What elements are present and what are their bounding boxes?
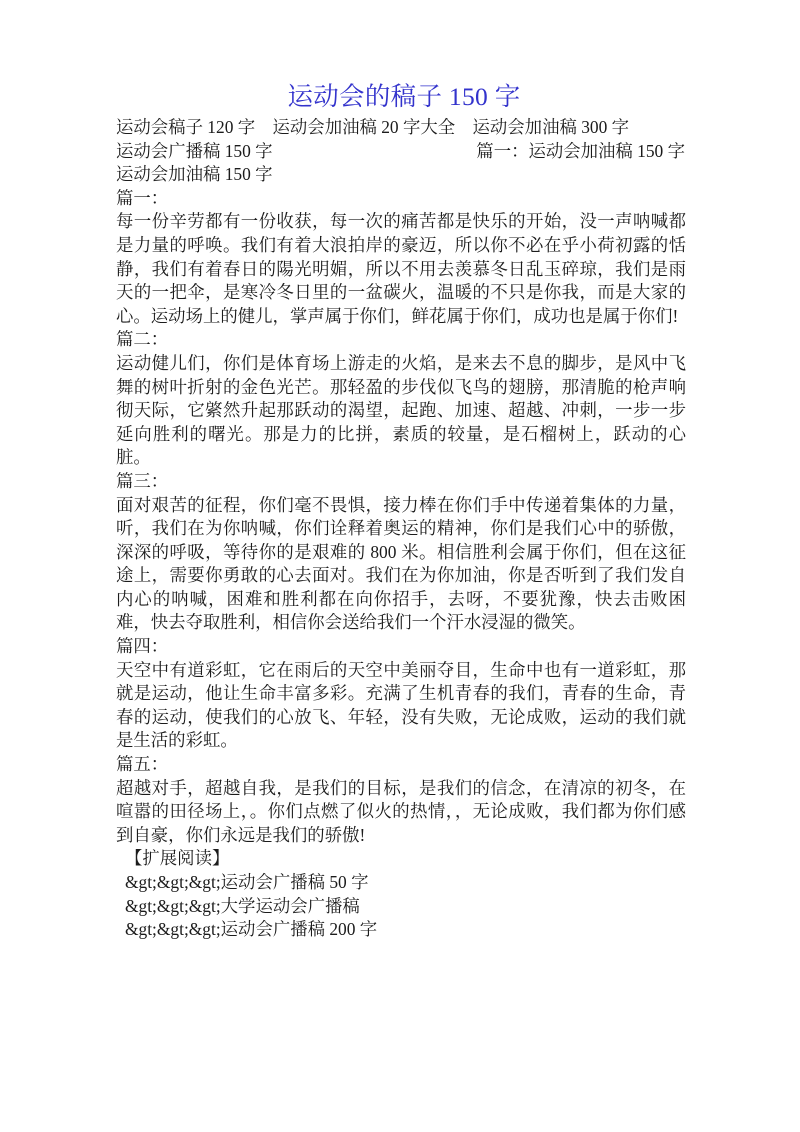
extended-reading-heading: 【扩展阅读】 bbox=[125, 848, 230, 869]
section-one-heading: 篇一：运动会加油稿 150 字 bbox=[476, 140, 685, 161]
section-label-2: 篇二： bbox=[116, 329, 169, 350]
section-body-1: 每一份辛劳都有一份收获，每一次的痛苦都是快乐的开始，没一声呐喊都是力量的呼唤。我们有着大浪拍岸的豪迈，所以你不必在乎小荷初露的恬静，我们有着春日的陽光明媚，所以不用去羡慕冬日乱玉碎琼，我们是雨天的一把伞，是寒冷冬日里的一盆碳火，温暖的不只是你我，而是大家的心。运动场上的健儿，掌声属于你们，鲜花属于你们，成功也是属于你们! bbox=[116, 211, 686, 326]
section-body-5: 超越对手，超越自我，是我们的目标，是我们的信念，在清凉的初冬，在喧嚣的田径场上，。你们点燃了似火的热情，，无论成败，我们都为你们感到自豪，你们永远是我们的骄傲! bbox=[116, 777, 686, 845]
section-body-3: 面对艰苦的征程，你们毫不畏惧，接力棒在你们手中传递着集体的力量，听，我们在为你呐喊，你们诠释着奥运的精神，你们是我们心中的骄傲，深深的呼吸，等待你的是艰难的 800 米。相信胜利会属于你们，但在这征途上，需要你勇敢的心去面对。我们在为你加油，你是否听到了我们发自内心的呐喊，困难和胜利都在向你招手，去呀，不要犹豫，快去击败困难，快去夺取胜利，相信你会送给我们一个汗水浸湿的微笑。 bbox=[116, 494, 686, 633]
section-label-4: 篇四： bbox=[116, 636, 169, 657]
page-title: 运动会的稿子 150 字 bbox=[287, 82, 521, 111]
related-links-line: 运动会稿子 120 字 运动会加油稿 20 字大全 运动会加油稿 300 字 bbox=[116, 117, 630, 137]
section-body-4: 天空中有道彩虹，它在雨后的天空中美丽夺目，生命中也有一道彩虹，那就是运动，他让生命丰富多彩。充满了生机青春的我们，青春的生命，青春的运动，使我们的心放飞、年轻，没有失败，无论成败，运动的我们就是生活的彩虹。 bbox=[116, 659, 686, 751]
extended-reading-link-2: &gt;&gt;&gt;大学运动会广播稿 bbox=[125, 895, 360, 916]
extended-reading-link-3: &gt;&gt;&gt;运动会广播稿 200 字 bbox=[125, 919, 378, 940]
document-subheading: 运动会加油稿 150 字 bbox=[116, 164, 273, 185]
document-content bbox=[116, 82, 686, 942]
section-label-3: 篇三： bbox=[116, 470, 169, 491]
section-label-1: 篇一： bbox=[116, 187, 169, 208]
section-label-5: 篇五： bbox=[116, 754, 169, 775]
split-heading-line bbox=[116, 140, 686, 164]
extended-reading-link-1: &gt;&gt;&gt;运动会广播稿 50 字 bbox=[125, 872, 369, 892]
broadcast-draft-label: 运动会广播稿 150 字 bbox=[116, 140, 273, 161]
section-body-2: 运动健儿们，你们是体育场上游走的火焰，是来去不息的脚步，是风中飞舞的树叶折射的金色光芒。那轻盈的步伐似飞鸟的翅膀，那清脆的枪声响彻天际，它綮然升起那跃动的渴望，起跑、加速、超越、冲刺，一步一步延向胜利的曙光。那是力的比拼，素质的较量，是石榴树上，跃动的心脏。 bbox=[116, 352, 686, 468]
